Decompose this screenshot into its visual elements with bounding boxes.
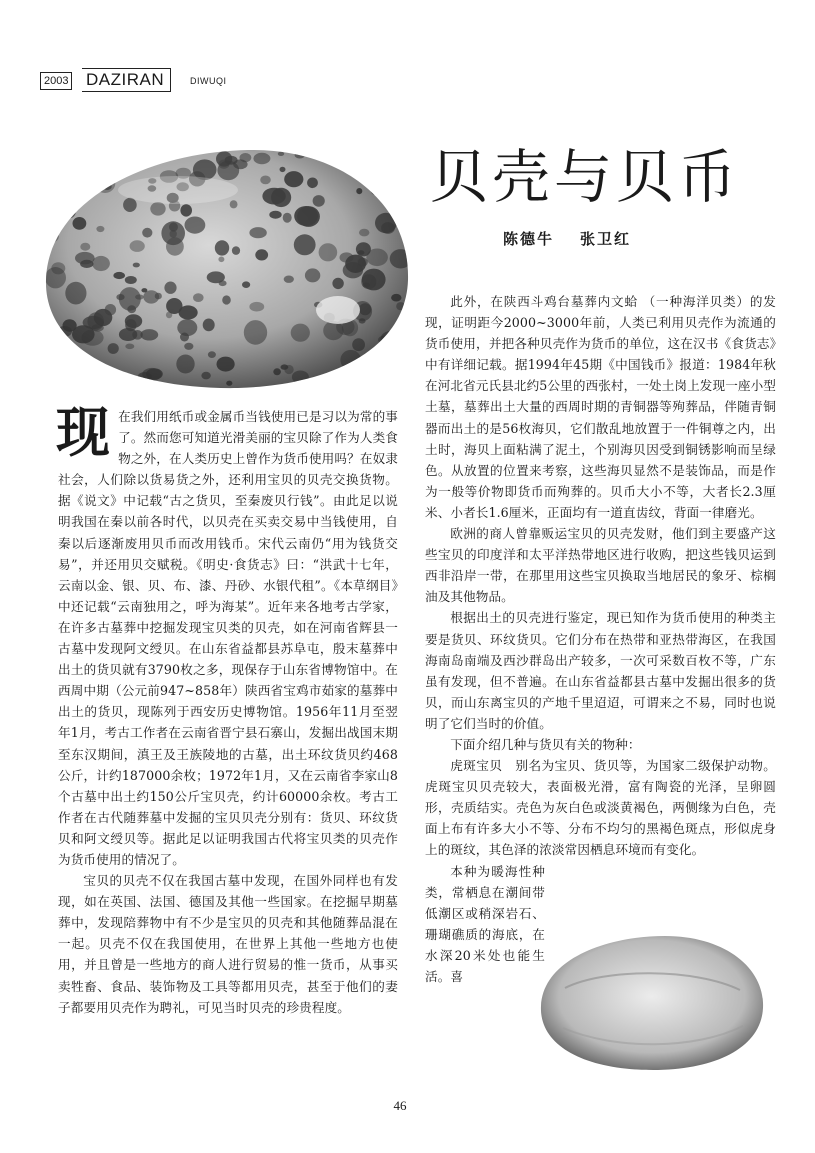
magazine-subtitle: DIWUQI [190,76,227,86]
shell-spot [43,220,55,232]
shell-spot [51,262,65,274]
shell-spot [150,202,165,216]
shell-spot [295,152,305,159]
shell-spot [96,376,103,384]
shell-spot [365,171,384,189]
shell-spot [96,226,104,232]
shell-spot [393,150,401,157]
shell-spot [125,314,142,328]
shell-spot [262,188,285,205]
shell-spot [230,200,238,208]
shell-spot [65,282,86,305]
shell-spot [273,368,281,375]
shell-spot [82,149,102,161]
magazine-name: DAZIRAN [82,68,171,92]
shell-spot [42,229,59,243]
body-paragraph [56,400,398,870]
shell-spot [95,174,116,193]
shell-spot [142,145,156,159]
shell-spot [135,294,144,299]
shell-spot [119,328,137,341]
shell-spot [73,178,86,192]
shell-spot [242,281,250,288]
body-paragraph: 根据出土的贝壳进行鉴定，现已知作为货币使用的种类主要是货贝、环纹货贝。它们分布在热带和亚热带海区，在我国海南岛南端及西沙群岛出产较多，一次可采数百枚不等，广东虽有发现，但不普遍。在山东省益都县古墓中发掘出很多的货贝，而山东离宝贝的产地千里迢迢，可谓来之不易，同时也说明了它们当时的价值。 [425,610,776,731]
shell-spot [284,171,303,187]
shell-spot [130,240,145,252]
shell-spot [294,234,316,255]
shell-spot [249,302,264,312]
body-paragraph: 虎斑宝贝 别名为宝贝、货贝等，为国家二级保护动物。虎斑宝贝贝壳较大，表面极光滑，富有陶瓷的光泽，呈卵圆形，壳质结实。壳色为灰白色或淡黄褐色，两侧缘为白色，壳面上布有许多大小不等、分布不均匀的黑褐色斑点，形似虎身上的斑纹，其色泽的浓淡常因栖息环境而有变化。 [425,758,776,858]
shell-spot [80,243,90,251]
shell-spot [180,333,189,342]
shell-spot [324,381,332,388]
shell-spot [284,365,293,374]
shell-spot [138,372,152,382]
shell-spot [396,302,405,310]
shell-spot [97,168,114,181]
shell-spot [378,169,390,177]
shell-spot [142,228,152,238]
cowrie-shell-photo [535,928,770,1076]
right-column [425,291,776,987]
shell-spot [378,336,391,345]
shell-spot [176,355,194,374]
shell-spot [75,252,95,264]
shell-spot [116,294,124,300]
body-paragraph: 此外，在陕西斗鸡台墓葬内文蛤 （一种海洋贝类）的发现，证明距今2000~3000年前，人类已利用贝壳作为流通的货币使用，并把各种贝壳作为货币的单位，这在汉书《食货志》中有详细记载。据1994年45期《中国钱币》报道：1984年秋在河北省元氏县北约5公里的西张村，一处土岗上发现一座小型土墓，墓葬出土大量的西周时期的青铜器等殉葬品，伴随青铜器而出土的是56枚海贝，它们散乱地放置于一件铜尊之内，出土时，海贝上面粘满了泥土，个别海贝因受到铜锈影响而呈绿色。从放置的位置来考察，这些海贝显然不是装饰品，而是作为一般等价物即货币而殉葬的。贝币大小不等，大者长2.3厘米、小者长1.6厘米，正面均有一道直齿纹，背面一律磨光。 [425,294,776,520]
shell-spot [166,312,172,319]
shell-spot [366,249,388,267]
shell-spot [193,293,204,302]
shell-spot [85,169,106,190]
article-title: 贝壳与贝币 [430,143,741,211]
paragraph-text: 在我们用纸币或金属币当钱使用已是习以为常的事了。然而您可知道光滑美丽的宝贝除了作为人类食物之外，在人类历史上曾作为货币使用吗？在奴隶社会，人们除以货易货之外，还利用宝贝的贝壳交换货物。据《说文》中记载“古之货贝，至秦废贝行钱”。由此足以说明我国在秦以前各时代，以贝壳在买卖交易中当钱使用，自秦以后逐渐废用贝币而改用钱币。宋代云南仍“用为钱货交易”，并还用贝交赋税。《明史·食货志》曰：“洪武十七年，云南以金、银、贝、布、漆、丹砂、水银代租”。《本草纲目》中还记载“云南独用之，呼为海某”。近年来各地考古学家，在许多古墓葬中挖掘发现宝贝类的贝壳，如在河南省辉县一古墓中发现阿文绶贝。在山东省益都县苏阜屯，殷末墓葬中出土的货贝就有3790枚之多，现保存于山东省博物馆中。在西周中期（公元前947~858年）陕西省宝鸡市茹家的墓葬中出土的货贝，现陈列于西安历史博物馆。1956年11月至翌年1月，考古工作者在云南省晋宁县石寨山，发掘出战国末期至东汉期间，滇王及王族陵地的古墓，出土环纹货贝约468公斤，计约187000余枚；1972年1月，又在云南省李家山8个古墓中出土约150公斤宝贝壳，约计60000余枚。考古工作者在古代随葬墓中发掘的宝贝贝壳分别有：货贝、环纹货贝和阿文绶贝等。据此足以证明我国古代将宝贝类的贝壳作为货币使用的情况了。 [58,409,398,867]
shell-spot [99,151,122,176]
shell-spot [222,295,231,304]
shell-spot [123,198,137,212]
shell-spot [269,211,281,219]
shell-spot [319,243,338,261]
body-paragraph: 欧洲的商人曾靠贩运宝贝的贝壳发财，他们到主要盛产这些宝贝的印度洋和太平洋热带地区进行收购，把这些钱贝运到西非沿岸一带，在那里用这些宝贝换取当地居民的象牙、棕榈油及其他物品。 [425,526,776,605]
shell-spot [73,217,87,230]
shell-spot [215,240,229,255]
left-column [56,400,398,1018]
shell-spot [385,148,399,160]
shell-spot [72,325,95,343]
shell-spot [280,167,286,172]
shell-spot [216,151,232,166]
shell-spot [61,206,76,219]
shell-spot [382,358,403,379]
shell-spot [69,200,78,207]
shell-spot [249,227,266,238]
shell-spot [184,343,193,350]
shell-spot [208,351,216,358]
shell-spot [185,217,206,234]
article-authors [503,228,631,249]
shell-spot [260,176,271,185]
shell-spot [113,272,125,279]
shell-spot [57,326,72,337]
shell-spot [226,381,232,386]
body-paragraph: 本种为暖海性种类，常栖息在潮间带低潮区或稍深岩石、珊瑚礁质的海底，在水深20米处也能生活。喜 [425,863,545,984]
shell-spot [73,165,82,172]
author-name: 张卫红 [580,230,632,248]
shell-spot [345,255,366,273]
shell-spot [375,213,397,233]
shell-spot [340,350,361,370]
shell-spot [278,152,284,156]
shell-spot [253,153,270,164]
shell-spot [313,195,325,207]
shell-spot [390,249,412,268]
page-number: 46 [393,1098,407,1113]
shell-spot [332,278,343,289]
shell-spot [283,213,292,223]
shell-spot [73,157,86,170]
shell-spot [400,153,406,158]
shell-spot [357,250,364,255]
shell-spot [361,274,376,289]
shell-spot [371,187,380,195]
shell-spot [217,357,235,372]
shell-spot [284,276,294,283]
shell-spot [166,298,182,314]
shell-spot [232,246,240,255]
shell-spot [125,344,134,350]
shell-spot [207,271,225,283]
shell-spot [369,149,390,172]
shell-spot [92,324,104,331]
shell-spot [291,324,310,342]
issue-year: 2003 [40,72,72,90]
shell-spot [352,338,365,351]
shell-spot [98,147,115,158]
shell-spot [305,268,320,282]
body-paragraph: 宝贝的贝壳不仅在我国古墓中发现，在国外同样也有发现，如在英国、法国、德国及其他一些国家。在挖掘早期墓葬中，发现陪葬物中有不少是宝贝的贝壳和其他随葬品混在一起。贝壳不仅在我国使用，在世界上其他一些地方也使用，并且曾是一些地方的商人进行贸易的惟一货币，从事买卖牲畜、食品、装饰物及工具等都用贝壳，甚至于他们的妻子都要用贝壳作为聘礼，可见当时贝壳的珍贵程度。 [58,873,398,1015]
shell-spot [125,276,137,284]
shell-spot [140,329,158,340]
shell-spot [166,237,184,255]
shell-spot [143,290,159,303]
shell-spot [203,319,215,332]
shell-spot [108,343,119,354]
shell-spot [78,180,84,186]
tiger-cowrie-photo [38,130,414,392]
shell-spot [307,178,318,189]
shell-spot [391,294,401,302]
shell-spot [233,159,247,169]
shell-spot [356,188,362,194]
shell-spot [292,371,309,384]
shell-spot [294,206,318,226]
shell-spot [244,320,267,345]
shell-spot [105,304,116,315]
shell-spot [133,263,140,268]
author-name: 陈德牛 [503,230,555,248]
shell-spot [180,204,192,216]
shell-spot [381,331,404,347]
shell-spot [255,249,268,260]
body-paragraph: 下面介绍几种与货贝有关的物种： [450,736,641,752]
drop-cap: 现 [56,400,111,464]
shell-spot [395,210,402,217]
shell-spot [359,229,369,237]
shell-spot [164,282,176,294]
shell-spot [201,372,210,380]
shell-spot [47,177,59,187]
shell-spot [92,256,110,271]
shell-spot [218,257,224,263]
